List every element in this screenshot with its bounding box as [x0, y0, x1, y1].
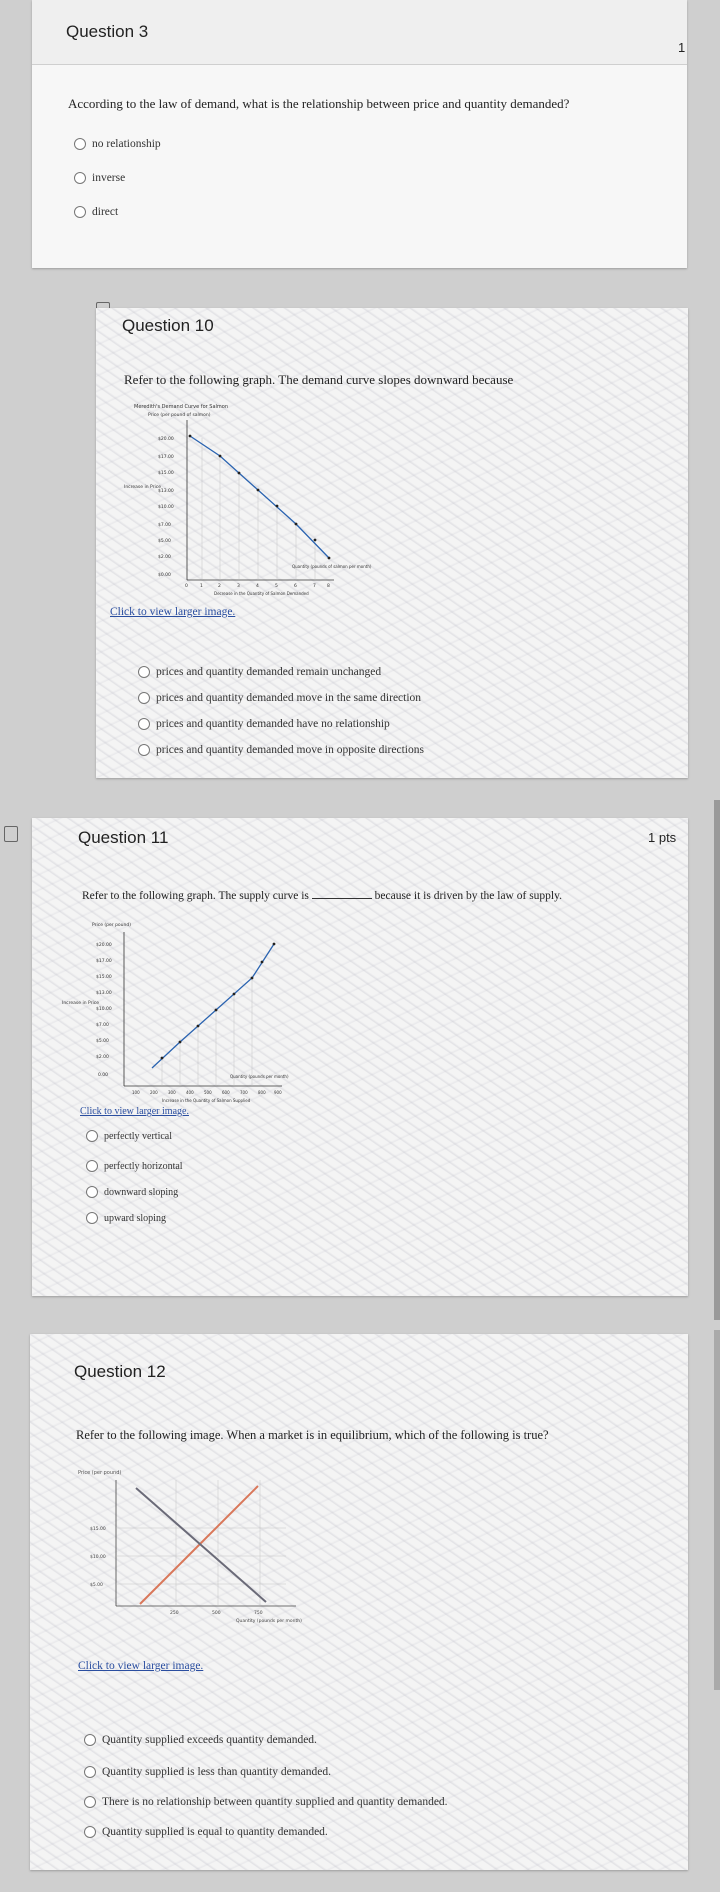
flag-icon[interactable] — [4, 826, 18, 842]
x-axis-label: Quantity (pounds per month) — [236, 1619, 302, 1624]
y-tick-label: $10.00 — [158, 505, 174, 510]
question-title: Question 10 — [122, 316, 214, 335]
supply-curve-line — [152, 944, 274, 1068]
option-supplied-less[interactable]: Quantity supplied is less than quantity demanded. — [84, 1766, 331, 1778]
x-tick-label: 200 — [150, 1090, 158, 1095]
question-3-card — [32, 0, 687, 268]
view-larger-image-link[interactable]: Click to view larger image. — [78, 1660, 204, 1672]
y-tick-label: $10.00 — [96, 1007, 112, 1012]
x-tick-label: 100 — [132, 1090, 140, 1095]
y-tick-label: $10.00 — [90, 1555, 106, 1560]
x-tick-label: 800 — [258, 1090, 266, 1095]
question-title: Question 12 — [74, 1362, 166, 1381]
points-label: 1 — [678, 40, 686, 55]
option-supplied-equal[interactable]: Quantity supplied is equal to quantity demanded. — [84, 1826, 328, 1838]
x-ticks — [132, 1090, 282, 1095]
demand-line — [136, 1488, 266, 1602]
scrollbar-lower[interactable] — [714, 1330, 720, 1690]
x-tick-label: 1 — [200, 584, 203, 589]
radio-button[interactable] — [138, 692, 150, 704]
radio-button[interactable] — [84, 1796, 96, 1808]
x-tick-label: 3 — [237, 584, 240, 589]
option-inverse[interactable]: inverse — [74, 172, 125, 184]
x-tick-label: 750 — [254, 1611, 263, 1616]
x-tick-label: 600 — [222, 1090, 230, 1095]
y-tick-label: $5.00 — [96, 1039, 109, 1044]
y-tick-label: 0.00 — [98, 1073, 109, 1078]
radio-button[interactable] — [86, 1212, 98, 1224]
view-larger-image-link[interactable]: Click to view larger image. — [80, 1106, 189, 1117]
radio-button[interactable] — [74, 172, 86, 184]
option-same-direction[interactable]: prices and quantity demanded move in the same direction — [138, 692, 421, 704]
radio-button[interactable] — [84, 1826, 96, 1838]
x-tick-label: 400 — [186, 1090, 194, 1095]
increase-price-label: Increase in Price — [124, 485, 161, 490]
question-title: Question 3 — [66, 22, 149, 41]
y-tick-label: $15.00 — [90, 1527, 106, 1532]
x-ticks — [185, 583, 330, 589]
y-tick-label: $7.00 — [158, 523, 171, 528]
option-opposite-directions[interactable]: prices and quantity demanded move in opposite directions — [138, 744, 424, 756]
radio-button[interactable] — [86, 1186, 98, 1198]
option-supplied-exceeds[interactable]: Quantity supplied exceeds quantity demanded. — [84, 1734, 317, 1746]
x-tick-label: 8 — [327, 584, 330, 589]
question-prompt: Refer to the following image. When a market is in equilibrium, which of the following is true? — [76, 1428, 549, 1442]
y-tick-label: $20.00 — [158, 437, 174, 442]
y-axis-label: Price (per pound) — [78, 1470, 122, 1476]
option-perfectly-horizontal[interactable]: perfectly horizontal — [86, 1160, 183, 1172]
y-tick-label: $17.00 — [158, 455, 174, 460]
option-direct[interactable]: direct — [74, 206, 118, 218]
x-tick-label: 500 — [204, 1090, 212, 1095]
option-no-relationship[interactable]: prices and quantity demanded have no relationship — [138, 718, 390, 730]
y-axis-label: Price (per pound of salmon) — [148, 413, 211, 418]
view-larger-image-link[interactable]: Click to view larger image. — [110, 606, 236, 618]
prompt-end: because it is driven by the law of supply. — [374, 890, 562, 902]
radio-button[interactable] — [86, 1130, 98, 1142]
option-downward-sloping[interactable]: downward sloping — [86, 1186, 178, 1198]
increase-price-label: Increase in Price — [62, 1001, 99, 1006]
x-tick-label: 900 — [274, 1090, 282, 1095]
y-ticks — [158, 436, 174, 578]
x-axis-label: Quantity (pounds of salmon per month) — [292, 564, 372, 569]
radio-button[interactable] — [86, 1160, 98, 1172]
x-tick-label: 4 — [256, 584, 259, 589]
option-upward-sloping[interactable]: upward sloping — [86, 1212, 166, 1224]
y-tick-label: $5.00 — [158, 539, 171, 544]
question-prompt — [82, 888, 562, 902]
y-tick-label: $13.00 — [158, 489, 174, 494]
y-tick-label: $13.00 — [96, 991, 112, 996]
option-perfectly-vertical[interactable]: perfectly vertical — [86, 1130, 172, 1142]
increase-quantity-label: Increase in the Quantity of Salmon Supplied — [162, 1098, 251, 1103]
radio-button[interactable] — [84, 1734, 96, 1746]
radio-button[interactable] — [138, 744, 150, 756]
x-tick-label: 7 — [313, 584, 316, 589]
answer-blank — [312, 888, 372, 899]
y-ticks — [96, 942, 112, 1078]
y-tick-label: $0.00 — [158, 573, 171, 578]
x-tick-label: 2 — [218, 584, 221, 589]
question-12-card — [30, 1334, 688, 1870]
y-axis-label: Price (per pound) — [92, 923, 131, 928]
y-tick-label: $15.00 — [96, 975, 112, 980]
radio-button[interactable] — [74, 138, 86, 150]
demand-curve-line — [190, 436, 329, 558]
decrease-quantity-label: Decrease in the Quantity of Salmon Demanded — [214, 591, 309, 596]
question-10-card — [96, 308, 688, 778]
radio-button[interactable] — [84, 1766, 96, 1778]
question-prompt: Refer to the following graph. The demand curve slopes downward because — [124, 372, 514, 387]
y-tick-label: $15.00 — [158, 471, 174, 476]
demand-curve-graph[interactable] — [124, 400, 374, 600]
y-tick-label: $2.00 — [158, 555, 171, 560]
y-tick-label: $5.00 — [90, 1583, 103, 1588]
y-tick-label: $17.00 — [96, 959, 112, 964]
y-tick-label: $2.00 — [96, 1055, 109, 1060]
supply-line — [140, 1486, 258, 1604]
option-unchanged[interactable]: prices and quantity demanded remain unchanged — [138, 666, 381, 678]
option-no-relationship[interactable]: There is no relationship between quantity supplied and quantity demanded. — [84, 1796, 448, 1808]
x-axis-label: Quantity (pounds per month) — [230, 1074, 289, 1079]
x-tick-label: 300 — [168, 1090, 176, 1095]
x-tick-label: 5 — [275, 584, 278, 589]
y-tick-label: $7.00 — [96, 1023, 109, 1028]
scrollbar[interactable] — [714, 800, 720, 1320]
question-title: Question 11 — [78, 828, 169, 847]
radio-button[interactable] — [74, 206, 86, 218]
radio-button[interactable] — [138, 666, 150, 678]
x-tick-label: 250 — [170, 1611, 179, 1616]
x-tick-label: 0 — [185, 584, 188, 589]
y-tick-label: $20.00 — [96, 943, 112, 948]
prompt-start: Refer to the following graph. The supply curve is — [82, 890, 309, 902]
option-no-relationship[interactable]: no relationship — [74, 138, 161, 150]
x-tick-label: 6 — [294, 584, 297, 589]
question-11-card — [32, 818, 688, 1296]
supply-curve-graph[interactable] — [62, 918, 312, 1108]
graph-title: Meredith's Demand Curve for Salmon — [134, 404, 228, 410]
radio-button[interactable] — [138, 718, 150, 730]
equilibrium-graph[interactable] — [76, 1466, 306, 1626]
x-tick-label: 500 — [212, 1611, 221, 1616]
x-tick-label: 700 — [240, 1090, 248, 1095]
question-prompt: According to the law of demand, what is the relationship between price and quantity demanded? — [68, 96, 570, 111]
points-label: 1 pts — [648, 830, 677, 845]
